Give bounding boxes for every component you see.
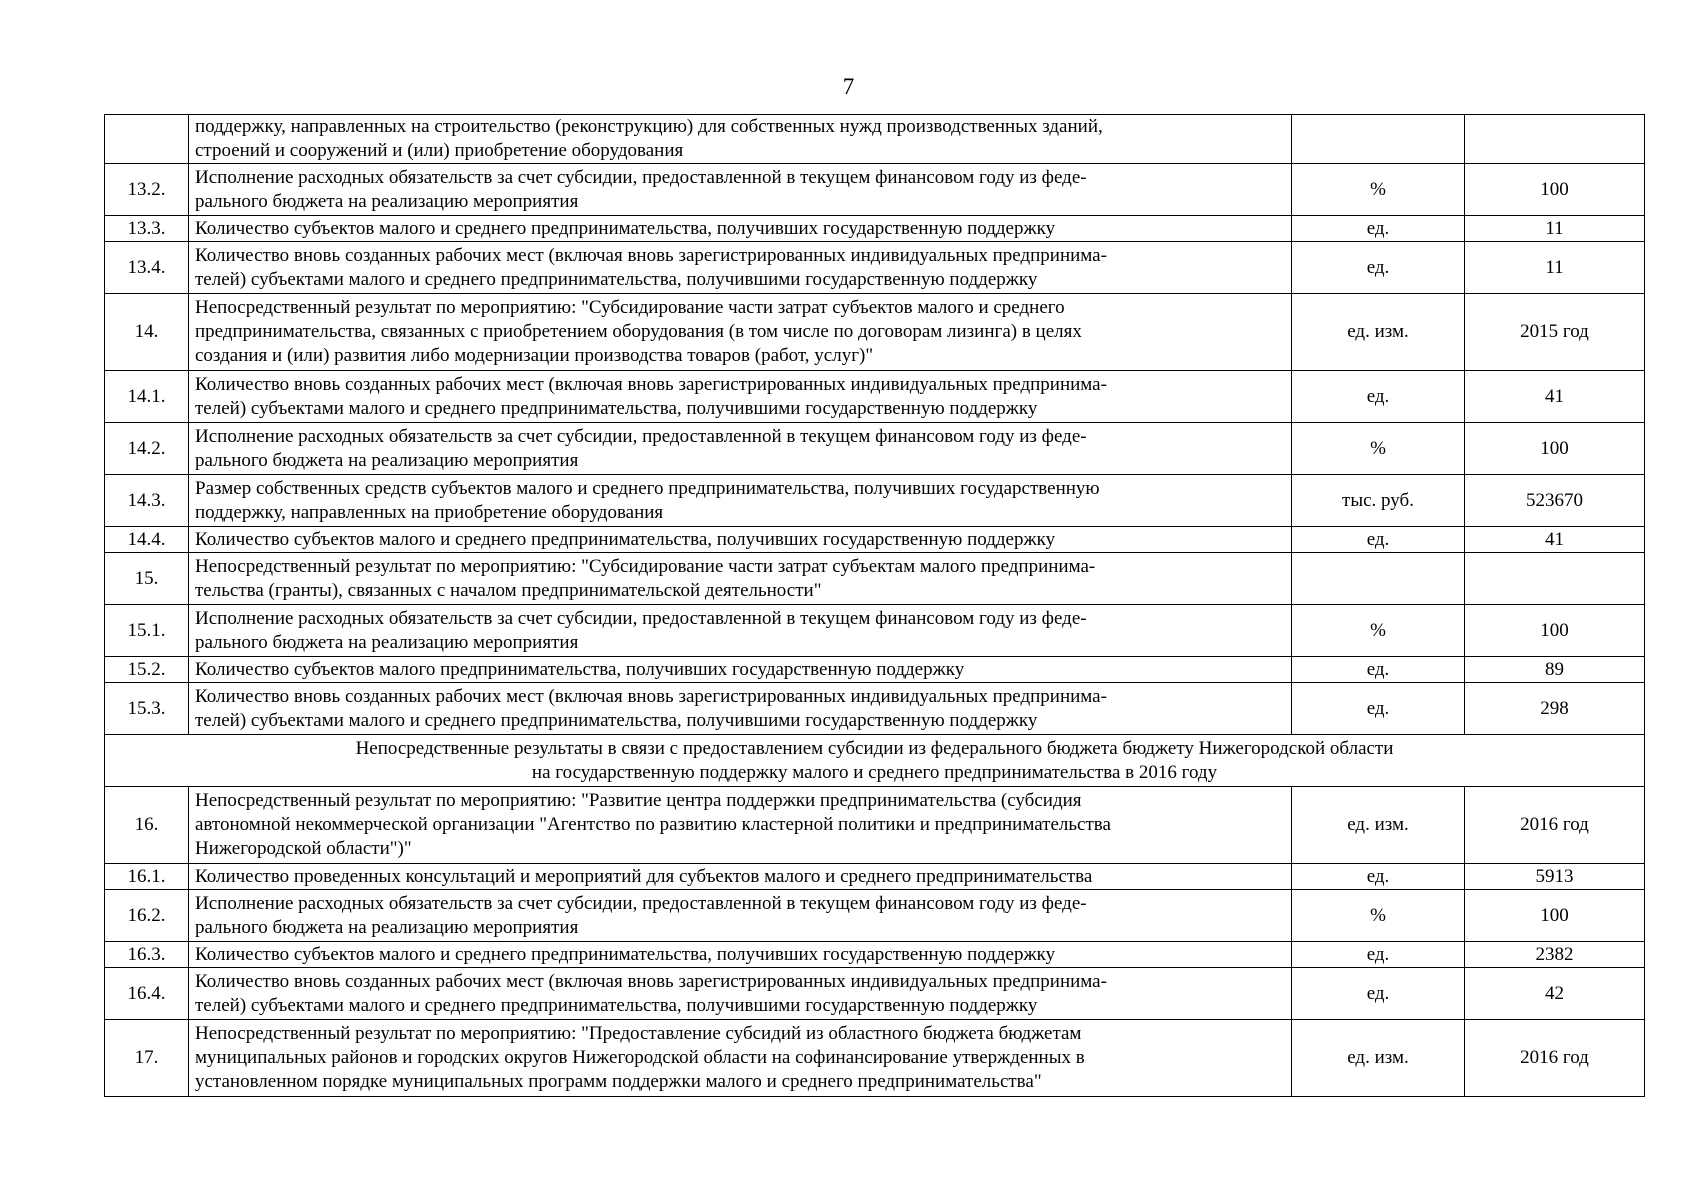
row-unit: %	[1292, 423, 1465, 475]
row-value: 5913	[1465, 864, 1645, 890]
row-value: 100	[1465, 890, 1645, 942]
row-number: 16.	[105, 787, 189, 864]
row-unit: ед. изм.	[1292, 1020, 1465, 1097]
indicators-table	[104, 114, 1645, 1097]
section-header-row	[105, 735, 1645, 787]
row-value: 11	[1465, 216, 1645, 242]
row-unit: ед.	[1292, 864, 1465, 890]
row-description: Исполнение расходных обязательств за счет субсидии, предоставленной в текущем финансовом году из феде- рального бюджета на реализацию мероприятия	[189, 164, 1292, 216]
row-unit: ед.	[1292, 942, 1465, 968]
table-row	[105, 942, 1645, 968]
row-value: 41	[1465, 371, 1645, 423]
row-unit: %	[1292, 164, 1465, 216]
row-number: 15.2.	[105, 657, 189, 683]
row-unit: ед.	[1292, 657, 1465, 683]
row-description: Непосредственный результат по мероприятию: "Развитие центра поддержки предпринимательства (субсидия автономной некоммерческой организации "Агентство по развитию кластерной политики и предпринимательства Нижегородской области")"	[189, 787, 1292, 864]
table-row	[105, 423, 1645, 475]
row-number: 14.3.	[105, 475, 189, 527]
table-row	[105, 864, 1645, 890]
table-row	[105, 164, 1645, 216]
table-row	[105, 1020, 1645, 1097]
table-row	[105, 371, 1645, 423]
row-value: 100	[1465, 605, 1645, 657]
row-unit: ед.	[1292, 216, 1465, 242]
table-row	[105, 115, 1645, 164]
row-value: 2382	[1465, 942, 1645, 968]
row-description: Количество вновь созданных рабочих мест (включая вновь зарегистрированных индивидуальных предпринима- телей) субъектами малого и среднего предпринимательства, получившими государственную поддержку	[189, 683, 1292, 735]
row-number: 15.	[105, 553, 189, 605]
row-number: 16.2.	[105, 890, 189, 942]
row-description: Непосредственный результат по мероприятию: "Предоставление субсидий из областного бюджета бюджетам муниципальных районов и городских округов Нижегородской области на софинансирование утвержденных в установленном порядке муниципальных программ поддержки малого и среднего предпринимательства"	[189, 1020, 1292, 1097]
row-unit: ед.	[1292, 968, 1465, 1020]
row-value: 100	[1465, 423, 1645, 475]
table-row	[105, 605, 1645, 657]
row-value: 42	[1465, 968, 1645, 1020]
row-unit	[1292, 115, 1465, 164]
row-description: Количество субъектов малого и среднего предпринимательства, получивших государственную поддержку	[189, 527, 1292, 553]
section-header: Непосредственные результаты в связи с предоставлением субсидии из федерального бюджета бюджету Нижегородской области на государственную поддержку малого и среднего предпринимательства в 2016 году	[105, 735, 1645, 787]
row-number: 14.4.	[105, 527, 189, 553]
row-description: Исполнение расходных обязательств за счет субсидии, предоставленной в текущем финансовом году из феде- рального бюджета на реализацию мероприятия	[189, 423, 1292, 475]
row-number: 13.3.	[105, 216, 189, 242]
row-description: Непосредственный результат по мероприятию: "Субсидирование части затрат субъектам малого предпринима- тельства (гранты), связанных с началом предпринимательской деятельности"	[189, 553, 1292, 605]
row-number: 15.3.	[105, 683, 189, 735]
table-row	[105, 968, 1645, 1020]
table-row	[105, 787, 1645, 864]
page-number: 7	[842, 74, 855, 99]
row-unit: ед. изм.	[1292, 294, 1465, 371]
row-number: 16.4.	[105, 968, 189, 1020]
row-description: Количество субъектов малого и среднего предпринимательства, получивших государственную поддержку	[189, 942, 1292, 968]
row-number: 16.1.	[105, 864, 189, 890]
row-description: Количество субъектов малого и среднего предпринимательства, получивших государственную поддержку	[189, 216, 1292, 242]
row-description: Непосредственный результат по мероприятию: "Субсидирование части затрат субъектов малого и среднего предпринимательства, связанных с приобретением оборудования (в том числе по договорам лизинга) в целях создания и (или) развития либо модернизации производства товаров (работ, услуг)"	[189, 294, 1292, 371]
row-unit: тыс. руб.	[1292, 475, 1465, 527]
row-description: Количество вновь созданных рабочих мест (включая вновь зарегистрированных индивидуальных предпринима- телей) субъектами малого и среднего предпринимательства, получившими государственную поддержку	[189, 242, 1292, 294]
row-number: 13.4.	[105, 242, 189, 294]
row-unit: %	[1292, 605, 1465, 657]
row-value: 41	[1465, 527, 1645, 553]
row-number: 14.	[105, 294, 189, 371]
row-unit: ед.	[1292, 683, 1465, 735]
row-unit: ед.	[1292, 527, 1465, 553]
row-value: 11	[1465, 242, 1645, 294]
row-value: 89	[1465, 657, 1645, 683]
row-value: 2016 год	[1465, 787, 1645, 864]
row-description: Количество субъектов малого предпринимательства, получивших государственную поддержку	[189, 657, 1292, 683]
row-number: 14.2.	[105, 423, 189, 475]
table-row	[105, 242, 1645, 294]
row-description: Количество вновь созданных рабочих мест (включая вновь зарегистрированных индивидуальных предпринима- телей) субъектами малого и среднего предпринимательства, получившими государственную поддержку	[189, 371, 1292, 423]
table-row	[105, 553, 1645, 605]
row-unit: ед.	[1292, 371, 1465, 423]
row-value: 2015 год	[1465, 294, 1645, 371]
table-row	[105, 216, 1645, 242]
table-row	[105, 294, 1645, 371]
row-description: Размер собственных средств субъектов малого и среднего предпринимательства, получивших государственную поддержку, направленных на приобретение оборудования	[189, 475, 1292, 527]
table-row	[105, 527, 1645, 553]
row-description: поддержку, направленных на строительство (реконструкцию) для собственных нужд производственных зданий, строений и сооружений и (или) приобретение оборудования	[189, 115, 1292, 164]
row-description: Количество проведенных консультаций и мероприятий для субъектов малого и среднего предпринимательства	[189, 864, 1292, 890]
row-value: 2016 год	[1465, 1020, 1645, 1097]
row-description: Исполнение расходных обязательств за счет субсидии, предоставленной в текущем финансовом году из феде- рального бюджета на реализацию мероприятия	[189, 890, 1292, 942]
row-number: 16.3.	[105, 942, 189, 968]
row-value	[1465, 115, 1645, 164]
table-row	[105, 475, 1645, 527]
row-number: 14.1.	[105, 371, 189, 423]
row-number	[105, 115, 189, 164]
row-value: 298	[1465, 683, 1645, 735]
row-number: 13.2.	[105, 164, 189, 216]
row-description: Количество вновь созданных рабочих мест (включая вновь зарегистрированных индивидуальных предпринима- телей) субъектами малого и среднего предпринимательства, получившими государственную поддержку	[189, 968, 1292, 1020]
row-unit: %	[1292, 890, 1465, 942]
table-row	[105, 657, 1645, 683]
row-unit	[1292, 553, 1465, 605]
table-row	[105, 683, 1645, 735]
row-value: 100	[1465, 164, 1645, 216]
row-number: 15.1.	[105, 605, 189, 657]
row-number: 17.	[105, 1020, 189, 1097]
row-unit: ед.	[1292, 242, 1465, 294]
row-unit: ед. изм.	[1292, 787, 1465, 864]
row-value	[1465, 553, 1645, 605]
row-value: 523670	[1465, 475, 1645, 527]
table-row	[105, 890, 1645, 942]
row-description: Исполнение расходных обязательств за счет субсидии, предоставленной в текущем финансовом году из феде- рального бюджета на реализацию мероприятия	[189, 605, 1292, 657]
